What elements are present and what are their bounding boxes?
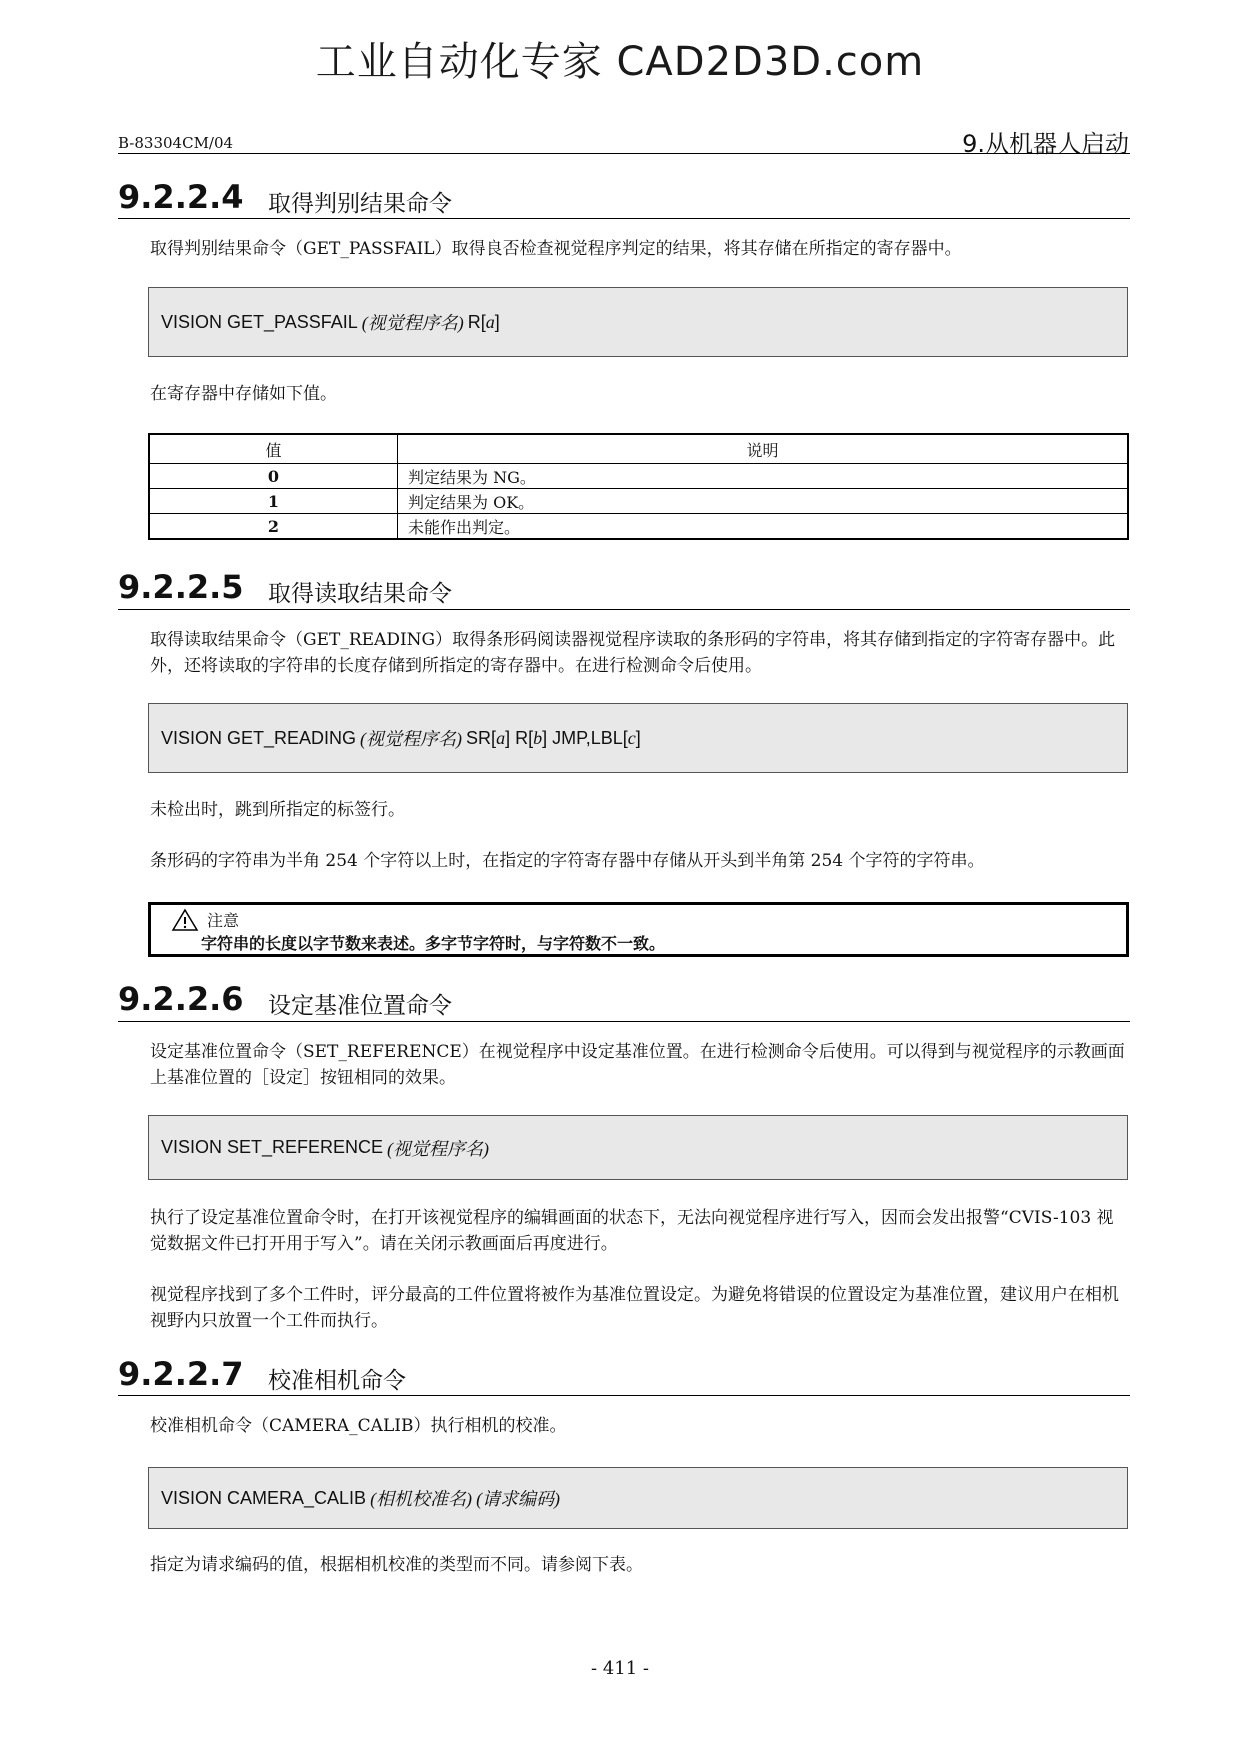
description-cell: 判定结果为 NG。 [398, 464, 1129, 489]
paragraph: 在寄存器中存储如下值。 [150, 384, 337, 404]
warning-icon [171, 908, 199, 932]
command-keyword: VISION GET_PASSFAIL [161, 311, 358, 332]
section-rule [118, 1021, 1130, 1022]
value-cell: 2 [149, 514, 398, 540]
section-number: 9.2.2.6 [118, 980, 244, 1018]
section-title: 设定基准位置命令 [268, 993, 452, 1019]
command-index: b [533, 727, 543, 748]
caution-box [148, 902, 1129, 957]
doc-code: B-83304CM/04 [118, 134, 234, 152]
register-close: ] [494, 311, 500, 332]
section-intro: 设定基准位置命令（SET_REFERENCE）在视觉程序中设定基准位置。在进行检测命令后使用。可以得到与视觉程序的示教画面上基准位置的［设定］按钮相同的效果。 [150, 1042, 1125, 1088]
table-row [149, 514, 1128, 540]
value-cell: 0 [149, 464, 398, 489]
command-syntax-box [148, 1115, 1128, 1180]
description-cell: 未能作出判定。 [398, 514, 1129, 540]
page-number: - 411 - [591, 1658, 649, 1679]
table-header-cell: 值 [149, 434, 398, 464]
header-rule [118, 153, 1130, 154]
section-title: 校准相机命令 [268, 1368, 406, 1394]
paragraph: 指定为请求编码的值，根据相机校准的类型而不同。请参阅下表。 [150, 1555, 643, 1575]
paragraph: 执行了设定基准位置命令时，在打开该视觉程序的编辑画面的状态下，无法向视觉程序进行写入，因而会发出报警“CVIS-103 视觉数据文件已打开用于写入”。请在关闭示教画面后再度进行。 [150, 1208, 1114, 1254]
section-rule [118, 1395, 1130, 1396]
section-intro: 取得判别结果命令（GET_PASSFAIL）取得良否检查视觉程序判定的结果，将其存储在所指定的寄存器中。 [150, 239, 962, 259]
section-rule [118, 609, 1130, 610]
table-row [149, 464, 1128, 489]
site-banner: 工业自动化专家 CAD2D3D.com [315, 39, 925, 85]
caution-text: 字符串的长度以字节数来表述。多字节字符时，与字符数不一致。 [201, 934, 666, 953]
command-argument: (相机校准名) [370, 1489, 473, 1509]
command-keyword: VISION SET_REFERENCE [161, 1137, 384, 1157]
command-part: ] JMP,LBL[ [542, 727, 628, 748]
command-syntax-box [148, 703, 1128, 773]
command-index: c [627, 727, 636, 748]
command-argument: (请求编码) [476, 1489, 561, 1509]
chapter-title: 9.从机器人启动 [962, 130, 1129, 158]
description-cell: 判定结果为 OK。 [398, 489, 1129, 514]
command-keyword: VISION GET_READING [161, 727, 357, 748]
section-title: 取得读取结果命令 [268, 581, 452, 607]
command-syntax-box [148, 287, 1128, 357]
section-intro: 取得读取结果命令（GET_READING）取得条形码阅读器视觉程序读取的条形码的字符串，将其存储到指定的字符寄存器中。此外，还将读取的字符串的长度存储到所指定的寄存器中。在进行检测命令后使用。 [150, 630, 1116, 676]
caution-title: 注意 [207, 911, 240, 930]
register-index: a [485, 311, 495, 332]
command-register: R[ [467, 311, 486, 332]
value-cell: 1 [149, 489, 398, 514]
table-header-cell: 说明 [398, 434, 1129, 464]
paragraph: 未检出时，跳到所指定的标签行。 [150, 800, 405, 820]
paragraph: 条形码的字符串为半角 254 个字符以上时，在指定的字符寄存器中存储从开头到半角第 254 个字符的字符串。 [150, 851, 985, 871]
command-argument: (视觉程序名) [360, 729, 463, 749]
command-index: a [496, 727, 506, 748]
section-rule [118, 218, 1130, 219]
section-number: 9.2.2.5 [118, 568, 244, 606]
command-syntax-box [148, 1467, 1128, 1529]
section-number: 9.2.2.7 [118, 1355, 244, 1393]
command-part: ] [635, 727, 641, 748]
paragraph: 视觉程序找到了多个工件时，评分最高的工件位置将被作为基准位置设定。为避免将错误的位置设定为基准位置，建议用户在相机视野内只放置一个工件而执行。 [150, 1285, 1119, 1331]
section-intro: 校准相机命令（CAMERA_CALIB）执行相机的校准。 [150, 1416, 567, 1436]
table-header-row [149, 434, 1128, 464]
section-title: 取得判别结果命令 [268, 191, 452, 217]
table-row [149, 489, 1128, 514]
command-part: SR[ [466, 727, 497, 748]
command-keyword: VISION CAMERA_CALIB [161, 1487, 367, 1508]
command-argument: (视觉程序名) [361, 313, 464, 333]
command-part: ] R[ [505, 727, 534, 748]
command-argument: (视觉程序名) [387, 1138, 490, 1159]
section-number: 9.2.2.4 [118, 178, 244, 216]
value-table [148, 433, 1129, 540]
